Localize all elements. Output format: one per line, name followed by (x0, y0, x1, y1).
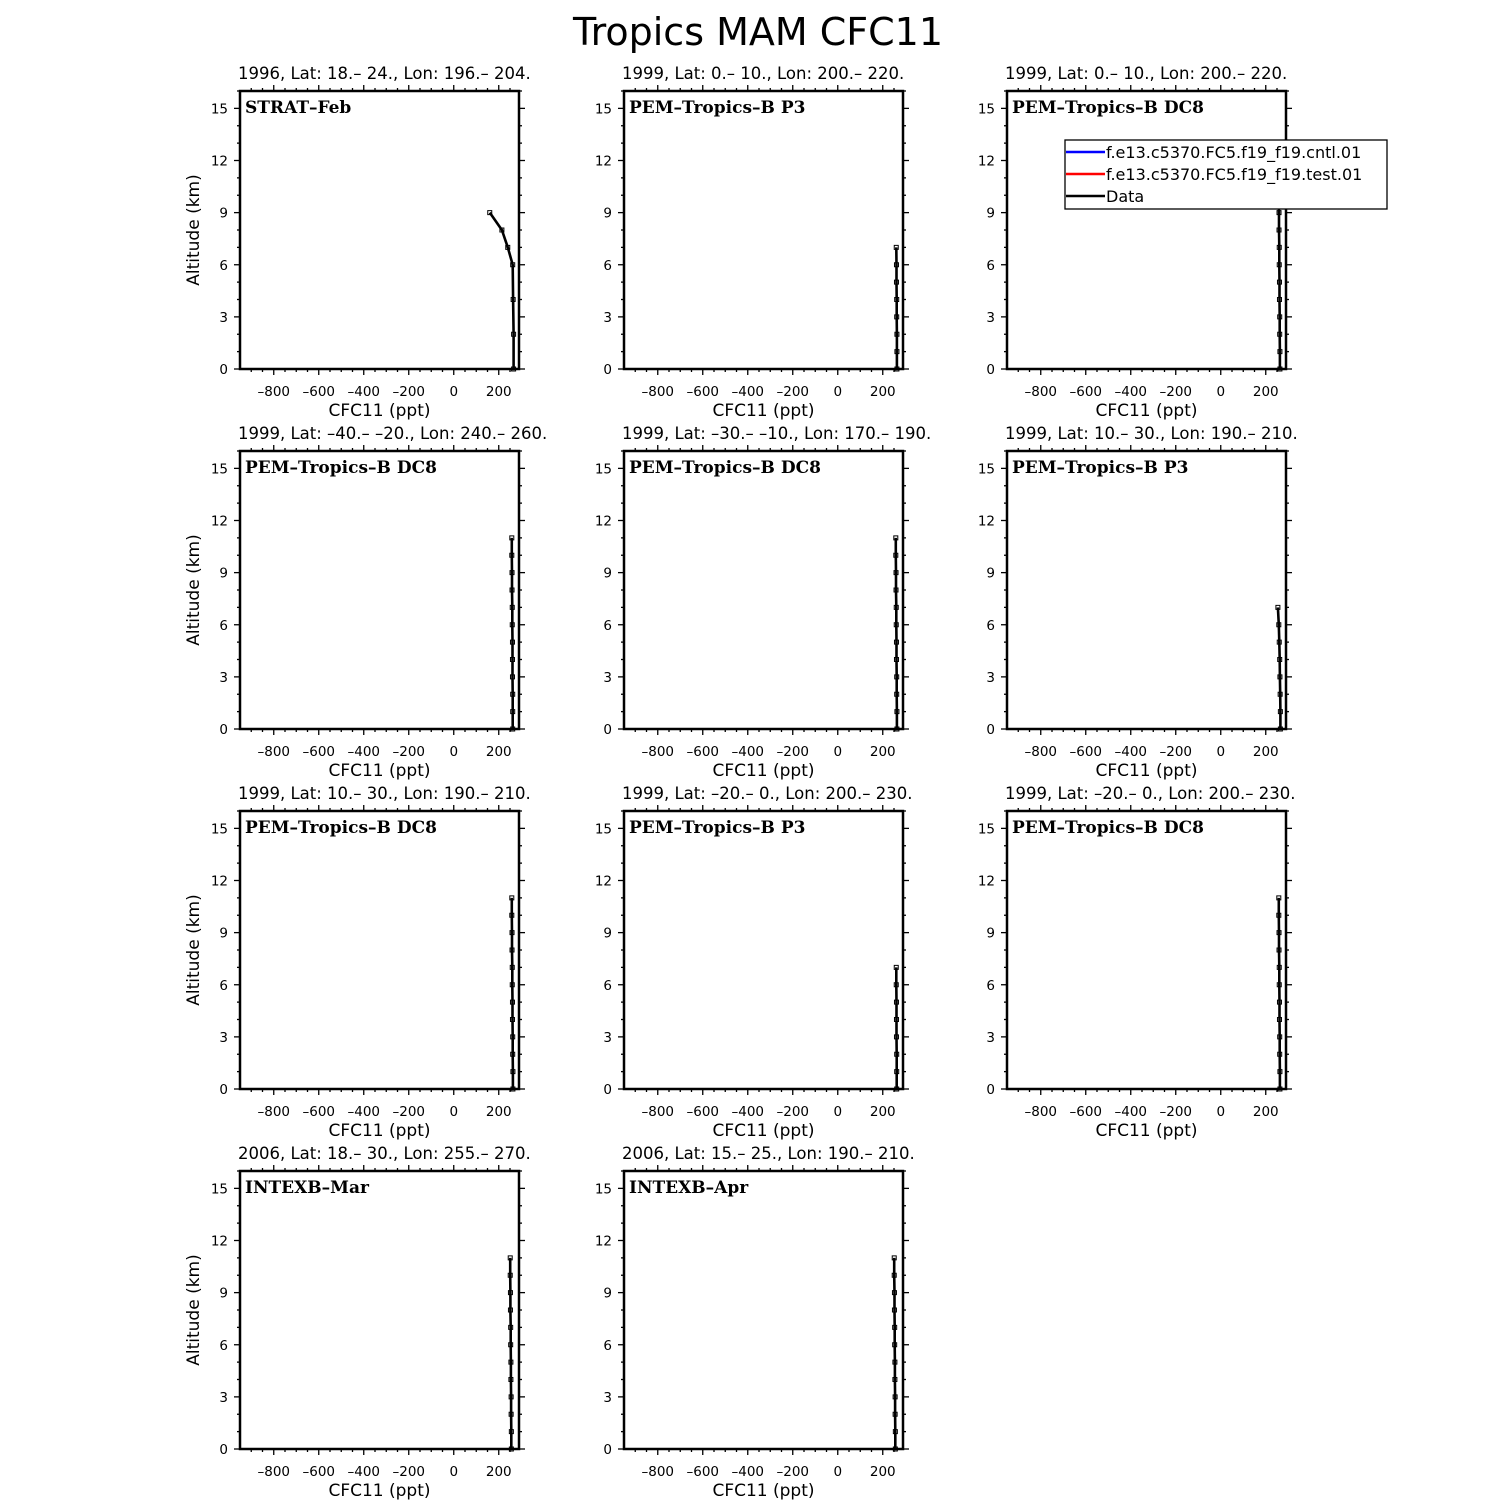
x-tick-label: –800 (257, 1104, 291, 1120)
y-tick-label: 9 (603, 565, 612, 582)
x-tick-label: –600 (686, 384, 720, 400)
x-tick-label: 200 (1252, 1104, 1279, 1120)
y-tick-label: 3 (219, 669, 228, 686)
y-tick-label: 9 (986, 565, 995, 582)
x-tick-label: 0 (449, 744, 459, 760)
y-tick-label: 0 (219, 362, 228, 378)
x-tick-label: –800 (257, 1464, 291, 1480)
legend-label: Data (1106, 187, 1145, 206)
y-tick-label: 9 (986, 925, 995, 942)
y-tick-label: 0 (219, 722, 228, 738)
x-tick-label: 200 (869, 384, 896, 400)
y-tick-label: 15 (210, 101, 228, 118)
y-tick-label: 12 (210, 513, 228, 530)
plot-frame (624, 811, 903, 1089)
x-axis-label: CFC11 (ppt) (328, 1481, 431, 1501)
x-axis-label: CFC11 (ppt) (328, 761, 431, 781)
x-tick-label: –400 (731, 384, 765, 400)
y-tick-label: 9 (219, 1285, 228, 1302)
y-tick-label: 0 (603, 362, 612, 378)
x-tick-label: –400 (1114, 744, 1148, 760)
x-tick-label: 200 (485, 1104, 512, 1120)
y-tick-label: 0 (603, 1082, 612, 1098)
y-tick-label: 3 (219, 1389, 228, 1406)
y-tick-label: 0 (219, 1082, 228, 1098)
x-axis-label: CFC11 (ppt) (712, 1121, 815, 1141)
panel-4 (184, 424, 547, 781)
x-tick-label: 200 (485, 744, 512, 760)
y-tick-label: 3 (603, 309, 612, 326)
y-tick-label: 12 (210, 1233, 228, 1250)
y-tick-label: 0 (603, 722, 612, 738)
x-tick-label: –800 (641, 744, 675, 760)
y-axis-label: Altitude (km) (184, 894, 204, 1006)
y-tick-label: 6 (986, 977, 995, 994)
x-tick-label: –200 (776, 1464, 810, 1480)
panels (184, 64, 1298, 1501)
plot-frame (624, 1171, 903, 1449)
y-tick-label: 3 (603, 1389, 612, 1406)
y-tick-label: 15 (594, 101, 612, 118)
x-tick-label: 0 (833, 744, 843, 760)
x-axis-label: CFC11 (ppt) (1095, 1121, 1198, 1141)
data-series-line (512, 538, 513, 729)
y-tick-label: 6 (986, 617, 995, 634)
panel-1 (184, 64, 531, 421)
data-series-line (510, 1258, 511, 1449)
y-tick-label: 3 (219, 309, 228, 326)
legend-label: f.e13.c5370.FC5.f19_f19.test.01 (1106, 165, 1363, 184)
x-tick-label: 0 (833, 1464, 843, 1480)
panel-title: 1999, Lat: 10.– 30., Lon: 190.– 210. (238, 784, 531, 803)
y-tick-label: 3 (219, 1029, 228, 1046)
campaign-label: PEM–Tropics–B P3 (629, 818, 806, 838)
x-tick-label: –400 (1114, 1104, 1148, 1120)
y-tick-label: 12 (210, 153, 228, 170)
y-tick-label: 3 (603, 1029, 612, 1046)
y-tick-label: 9 (603, 205, 612, 222)
x-tick-label: –400 (347, 1104, 381, 1120)
y-axis-label: Altitude (km) (184, 1254, 204, 1366)
data-series-line (1279, 898, 1280, 1089)
x-tick-label: –200 (392, 1104, 426, 1120)
x-axis-label: CFC11 (ppt) (712, 401, 815, 421)
y-tick-label: 9 (219, 565, 228, 582)
y-tick-label: 6 (603, 617, 612, 634)
y-tick-label: 12 (977, 153, 995, 170)
y-tick-label: 6 (603, 1337, 612, 1354)
y-tick-label: 15 (210, 1181, 228, 1198)
x-axis-label: CFC11 (ppt) (1095, 761, 1198, 781)
plot-frame (240, 1171, 519, 1449)
y-tick-label: 0 (986, 722, 995, 738)
y-tick-label: 9 (603, 1285, 612, 1302)
x-tick-label: –200 (392, 744, 426, 760)
y-tick-label: 15 (977, 461, 995, 478)
x-tick-label: –200 (392, 1464, 426, 1480)
x-tick-label: –600 (302, 1464, 336, 1480)
x-tick-label: –800 (1024, 1104, 1058, 1120)
x-tick-label: 0 (449, 384, 459, 400)
panel-title: 1999, Lat: 0.– 10., Lon: 200.– 220. (622, 64, 905, 83)
x-tick-label: 0 (1216, 1104, 1226, 1120)
x-tick-label: 0 (1216, 384, 1226, 400)
y-tick-label: 9 (603, 925, 612, 942)
plot-frame (1007, 91, 1286, 369)
y-tick-label: 0 (986, 1082, 995, 1098)
legend (1065, 140, 1387, 209)
panel-title: 1999, Lat: –40.– –20., Lon: 240.– 260. (238, 424, 548, 443)
plot-frame (240, 451, 519, 729)
y-tick-label: 6 (219, 1337, 228, 1354)
x-tick-label: –200 (1159, 1104, 1193, 1120)
x-tick-label: 200 (1252, 384, 1279, 400)
x-tick-label: –200 (776, 744, 810, 760)
x-tick-label: –200 (392, 384, 426, 400)
y-tick-label: 6 (603, 257, 612, 274)
x-tick-label: –400 (1114, 384, 1148, 400)
panel-title: 2006, Lat: 15.– 25., Lon: 190.– 210. (622, 1144, 915, 1163)
y-tick-label: 6 (219, 257, 228, 274)
figure-title: Tropics MAM CFC11 (572, 10, 944, 54)
panel-5 (595, 424, 931, 781)
y-tick-label: 6 (603, 977, 612, 994)
y-tick-label: 9 (986, 205, 995, 222)
x-tick-label: –200 (1159, 384, 1193, 400)
x-tick-label: –600 (302, 744, 336, 760)
panel-9 (978, 784, 1296, 1141)
y-tick-label: 3 (986, 309, 995, 326)
y-tick-label: 0 (219, 1442, 228, 1458)
x-tick-label: –600 (302, 1104, 336, 1120)
x-tick-label: 0 (833, 384, 843, 400)
y-tick-label: 0 (986, 362, 995, 378)
x-tick-label: 0 (449, 1104, 459, 1120)
x-tick-label: 0 (833, 1104, 843, 1120)
x-tick-label: –400 (731, 1464, 765, 1480)
x-axis-label: CFC11 (ppt) (712, 1481, 815, 1501)
y-tick-label: 12 (977, 873, 995, 890)
x-tick-label: –600 (1069, 1104, 1103, 1120)
campaign-label: PEM–Tropics–B P3 (629, 98, 806, 118)
x-tick-label: –200 (1159, 744, 1193, 760)
y-tick-label: 15 (977, 101, 995, 118)
x-tick-label: –200 (776, 384, 810, 400)
y-tick-label: 0 (603, 1442, 612, 1458)
plot-frame (624, 451, 903, 729)
x-tick-label: 200 (485, 1464, 512, 1480)
x-tick-label: –400 (731, 744, 765, 760)
x-tick-label: –800 (1024, 744, 1058, 760)
y-tick-label: 12 (977, 513, 995, 530)
y-tick-label: 15 (210, 461, 228, 478)
panel-11 (595, 1144, 915, 1501)
y-axis-label: Altitude (km) (184, 174, 204, 286)
x-tick-label: –400 (347, 744, 381, 760)
panel-6 (978, 424, 1298, 781)
y-tick-label: 9 (219, 925, 228, 942)
y-tick-label: 12 (594, 153, 612, 170)
plot-frame (1007, 451, 1286, 729)
y-tick-label: 15 (977, 821, 995, 838)
y-tick-label: 3 (986, 669, 995, 686)
x-tick-label: –400 (347, 1464, 381, 1480)
x-tick-label: 200 (869, 1104, 896, 1120)
x-tick-label: –800 (641, 384, 675, 400)
data-series-line (896, 538, 897, 729)
x-axis-label: CFC11 (ppt) (328, 401, 431, 421)
x-tick-label: –600 (686, 1104, 720, 1120)
x-tick-label: –400 (731, 1104, 765, 1120)
data-series-line (490, 213, 514, 369)
data-series-line (512, 898, 513, 1089)
x-tick-label: –200 (776, 1104, 810, 1120)
x-axis-label: CFC11 (ppt) (328, 1121, 431, 1141)
x-tick-label: 0 (1216, 744, 1226, 760)
x-tick-label: –600 (1069, 384, 1103, 400)
x-tick-label: –800 (1024, 384, 1058, 400)
data-series-line (894, 1258, 895, 1449)
x-tick-label: –800 (257, 744, 291, 760)
panel-title: 2006, Lat: 18.– 30., Lon: 255.– 270. (238, 1144, 531, 1163)
x-tick-label: –800 (641, 1464, 675, 1480)
y-tick-label: 9 (219, 205, 228, 222)
x-tick-label: –600 (686, 1464, 720, 1480)
plot-frame (240, 811, 519, 1089)
campaign-label: PEM–Tropics–B P3 (1012, 458, 1189, 478)
campaign-label: PEM–Tropics–B DC8 (1012, 98, 1204, 118)
x-tick-label: –600 (686, 744, 720, 760)
y-tick-label: 15 (210, 821, 228, 838)
x-tick-label: –800 (641, 1104, 675, 1120)
x-axis-label: CFC11 (ppt) (1095, 401, 1198, 421)
x-tick-label: 200 (1252, 744, 1279, 760)
x-tick-label: –600 (1069, 744, 1103, 760)
x-tick-label: 200 (869, 1464, 896, 1480)
panel-title: 1999, Lat: –20.– 0., Lon: 200.– 230. (622, 784, 913, 803)
x-tick-label: –600 (302, 384, 336, 400)
plot-frame (1007, 811, 1286, 1089)
x-tick-label: –800 (257, 384, 291, 400)
panel-8 (595, 784, 913, 1141)
panel-title: 1999, Lat: 0.– 10., Lon: 200.– 220. (1005, 64, 1288, 83)
campaign-label: PEM–Tropics–B DC8 (629, 458, 821, 478)
campaign-label: PEM–Tropics–B DC8 (245, 458, 437, 478)
y-tick-label: 12 (594, 1233, 612, 1250)
panel-10 (184, 1144, 531, 1501)
y-tick-label: 3 (986, 1029, 995, 1046)
y-tick-label: 6 (219, 617, 228, 634)
y-tick-label: 15 (594, 1181, 612, 1198)
campaign-label: INTEXB–Apr (629, 1178, 749, 1198)
panel-title: 1999, Lat: –20.– 0., Lon: 200.– 230. (1005, 784, 1296, 803)
y-tick-label: 15 (594, 461, 612, 478)
panel-2 (595, 64, 909, 421)
panel-3 (978, 64, 1292, 421)
campaign-label: STRAT–Feb (245, 98, 352, 118)
campaign-label: INTEXB–Mar (245, 1178, 369, 1198)
panel-7 (184, 784, 531, 1141)
plot-frame (240, 91, 519, 369)
x-tick-label: –400 (347, 384, 381, 400)
y-tick-label: 12 (594, 873, 612, 890)
campaign-label: PEM–Tropics–B DC8 (245, 818, 437, 838)
panel-title: 1999, Lat: –30.– –10., Lon: 170.– 190. (622, 424, 932, 443)
data-series-line (896, 247, 897, 369)
y-tick-label: 12 (594, 513, 612, 530)
x-tick-label: 200 (869, 744, 896, 760)
y-axis-label: Altitude (km) (184, 534, 204, 646)
y-tick-label: 3 (603, 669, 612, 686)
y-tick-label: 12 (210, 873, 228, 890)
y-tick-label: 15 (594, 821, 612, 838)
x-axis-label: CFC11 (ppt) (712, 761, 815, 781)
legend-label: f.e13.c5370.FC5.f19_f19.cntl.01 (1106, 143, 1362, 162)
plot-frame (624, 91, 903, 369)
x-tick-label: 200 (485, 384, 512, 400)
panel-title: 1996, Lat: 18.– 24., Lon: 196.– 204. (238, 64, 531, 83)
y-tick-label: 6 (219, 977, 228, 994)
campaign-label: PEM–Tropics–B DC8 (1012, 818, 1204, 838)
x-tick-label: 0 (449, 1464, 459, 1480)
panel-title: 1999, Lat: 10.– 30., Lon: 190.– 210. (1005, 424, 1298, 443)
y-tick-label: 6 (986, 257, 995, 274)
